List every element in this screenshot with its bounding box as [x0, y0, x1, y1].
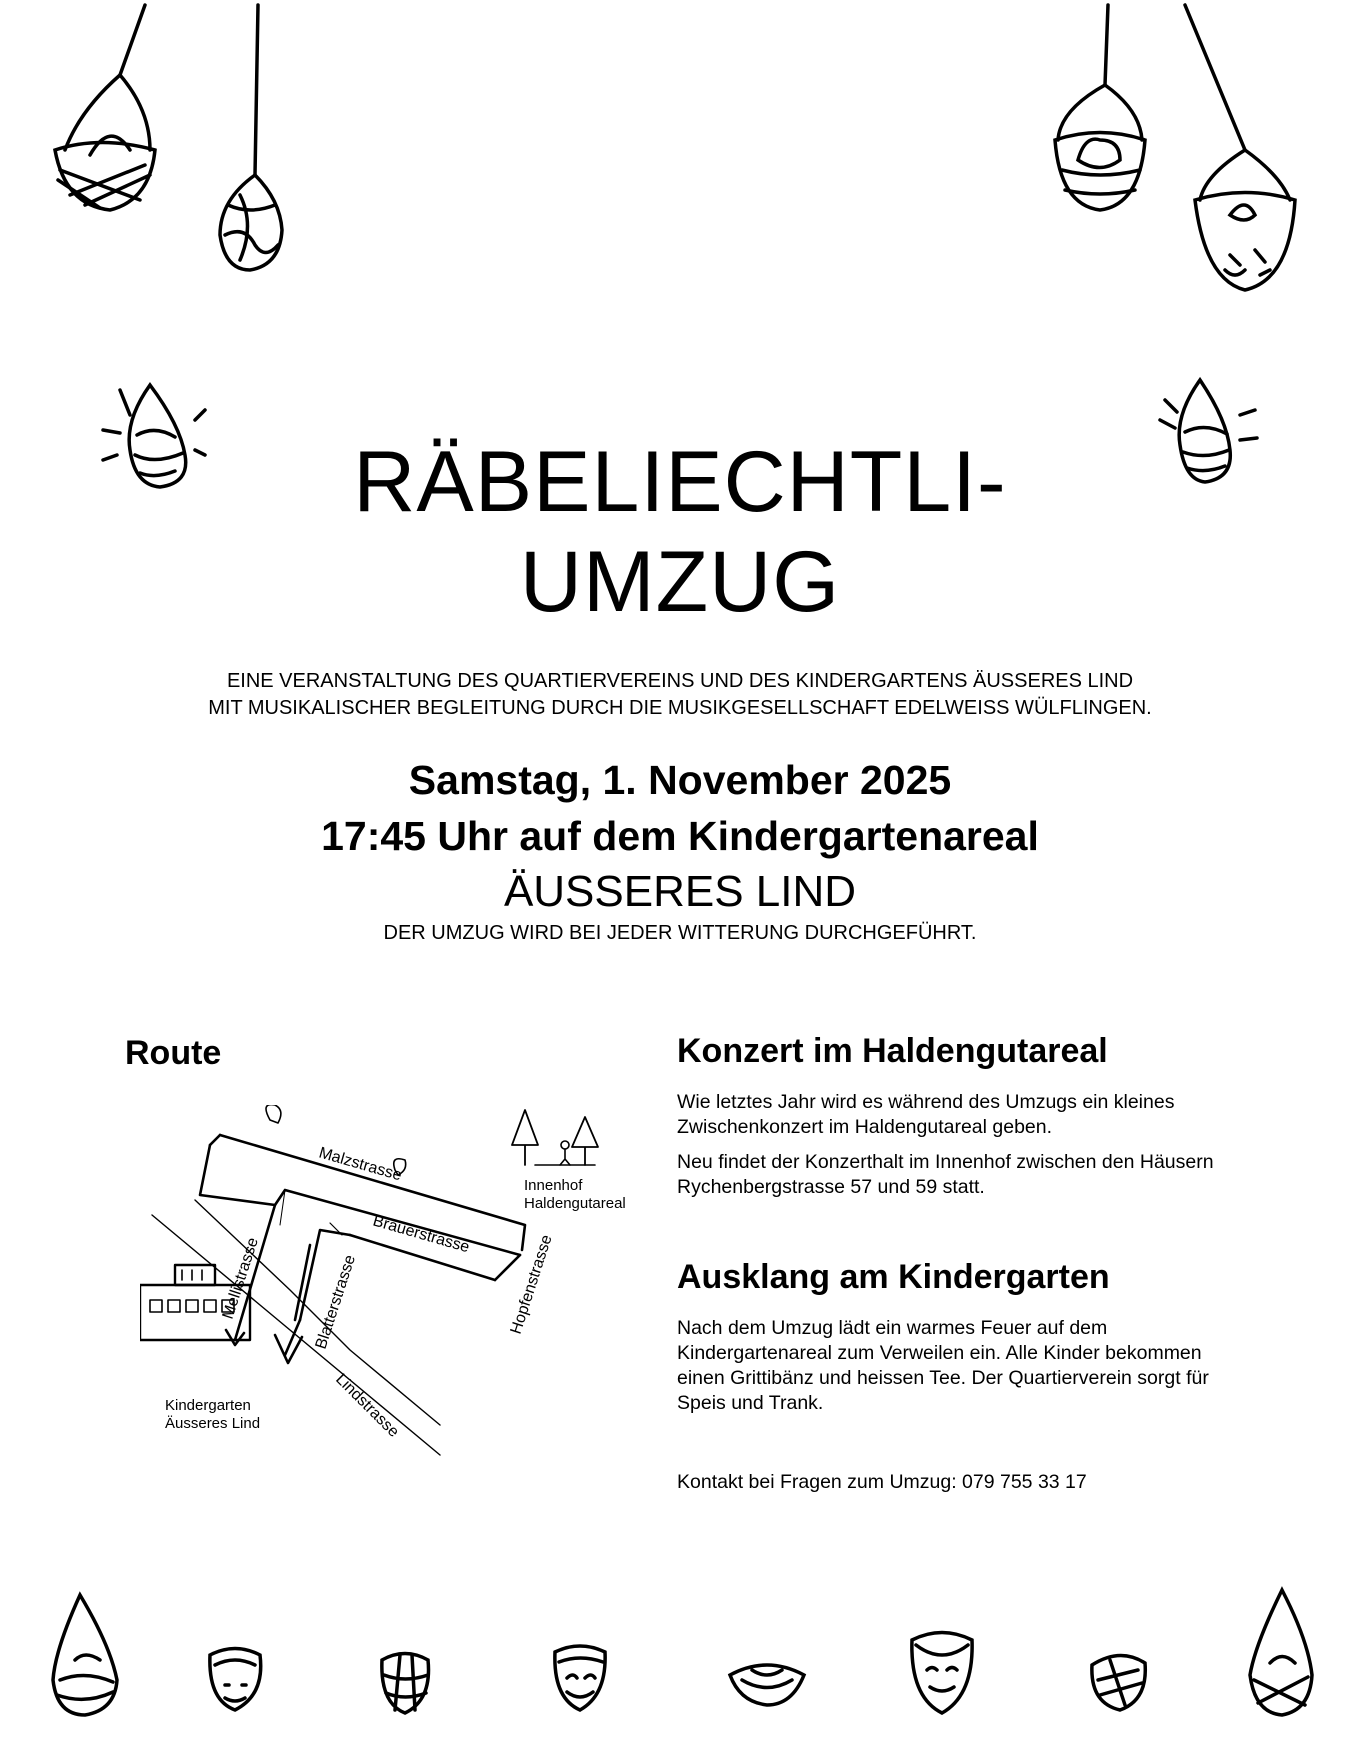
konzert-paragraph-2: Neu findet der Konzerthalt im Innenhof zwischen den Häusern Rychenbergstrasse 57 und 59 statt.: [677, 1151, 1214, 1198]
street-label-hopfen: Hopfenstrasse: [507, 1232, 556, 1337]
ausklang-text: [677, 1316, 1237, 1426]
street-label-blatter: Blatterstrasse: [312, 1252, 360, 1352]
hanging-lantern-icon: [40, 0, 170, 230]
ausklang-paragraph-1: Nach dem Umzug lädt ein warmes Feuer auf dem Kindergartenareal zum Verweilen ein. Alle Kinder bekommen einen Grittibänz und heissen Tee. Der Quartierverein sorgt für Speis und Trank.: [677, 1317, 1209, 1414]
ausklang-heading: Ausklang am Kindergarten: [677, 1258, 1110, 1296]
turnip-lantern-icon: [722, 1650, 812, 1710]
organizer-note: [0, 668, 1360, 722]
weather-note: DER UMZUG WIRD BEI JEDER WITTERUNG DURCHGEFÜHRT.: [383, 922, 977, 944]
route-heading: Route: [125, 1034, 222, 1072]
hanging-lantern-icon: [1040, 0, 1150, 230]
turnip-lantern-icon: [200, 1640, 270, 1715]
event-date: Samstag, 1. November 2025: [408, 757, 952, 803]
kindergarten-label-2: Äusseres Lind: [165, 1415, 261, 1432]
hanging-lantern-icon: [1170, 0, 1310, 300]
subtitle-line-2: MIT MUSIKALISCHER BEGLEITUNG DURCH DIE MUSIKGESELLSCHAFT EDELWEISS WÜLFLINGEN.: [208, 697, 1152, 719]
street-label-lind: Lindstrasse: [332, 1370, 403, 1441]
innenhof-label-1: Innenhof: [524, 1177, 583, 1194]
turnip-lantern-icon: [1080, 1645, 1155, 1715]
event-time-place: 17:45 Uhr auf dem Kindergartenareal: [321, 813, 1039, 859]
konzert-paragraph-1: Wie letztes Jahr wird es während des Umzugs ein kleines Zwischenkonzert im Haldengutareal geben.: [677, 1091, 1175, 1138]
kindergarten-label-1: Kindergarten: [165, 1397, 251, 1414]
innenhof-label-2: Haldengutareal: [524, 1195, 626, 1212]
turnip-lantern-icon: [370, 1645, 440, 1720]
turnip-lantern-icon: [545, 1640, 615, 1715]
contact-info: Kontakt bei Fragen zum Umzug: 079 755 33 17: [677, 1471, 1087, 1493]
turnip-lantern-icon: [45, 1590, 125, 1720]
title-line-2: UMZUG: [519, 534, 841, 630]
turnip-lantern-icon: [902, 1625, 982, 1720]
street-label-brauer: Brauerstrasse: [370, 1212, 472, 1257]
page-title: [0, 432, 1360, 632]
subtitle-line-1: EINE VERANSTALTUNG DES QUARTIERVEREINS UND DES KINDERGARTENS ÄUSSERES LIND: [226, 670, 1134, 692]
event-place: ÄUSSERES LIND: [503, 867, 857, 916]
hanging-lantern-icon: [200, 0, 290, 280]
hanging-lantern-icon: [1240, 1585, 1320, 1720]
street-label-malz: Malzstrasse: [316, 1144, 404, 1185]
street-label-mellis: Mellistrasse: [219, 1235, 262, 1322]
title-line-1: RÄBELIECHTLI-: [353, 434, 1007, 530]
konzert-heading: Konzert im Haldengutareal: [677, 1032, 1108, 1070]
route-map: [140, 1105, 660, 1485]
event-datetime: [0, 752, 1360, 864]
konzert-text: [677, 1090, 1237, 1210]
